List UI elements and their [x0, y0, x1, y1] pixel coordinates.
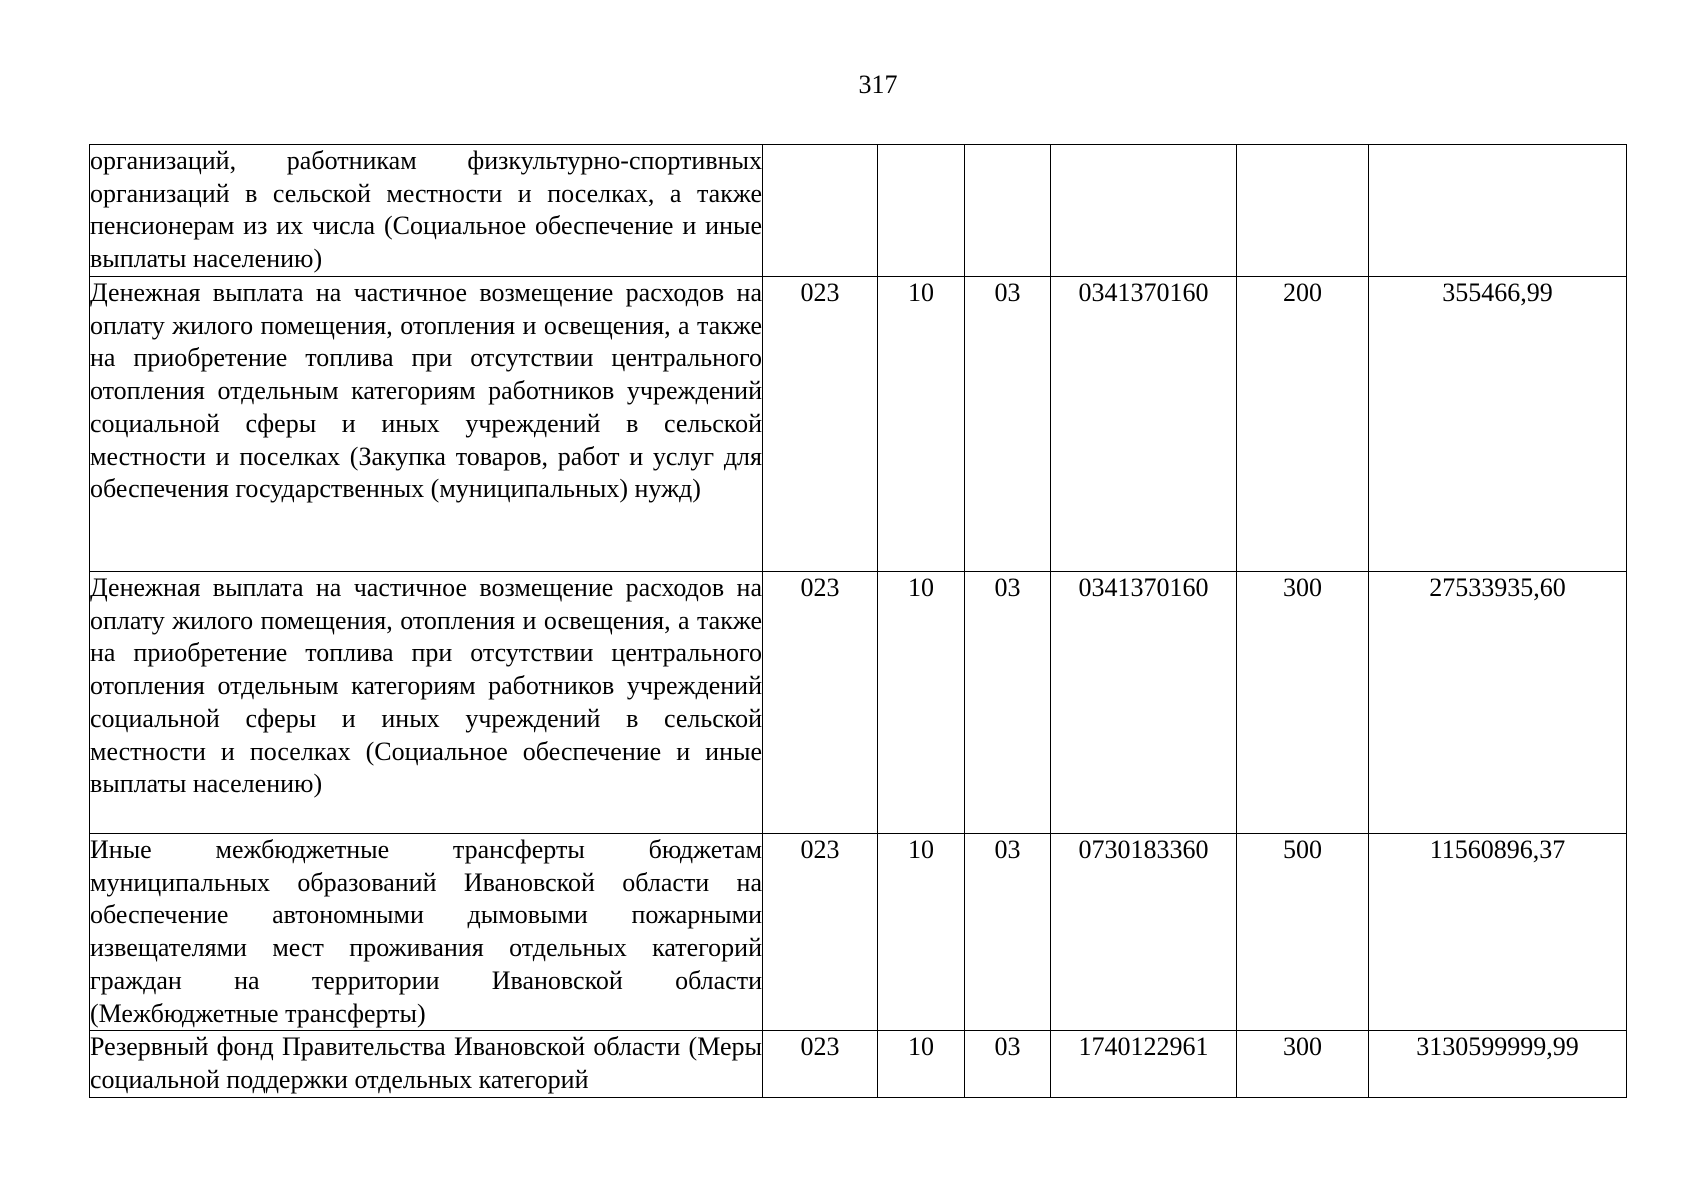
table-row — [90, 1031, 1627, 1097]
ministry-code-cell: 023 — [763, 572, 878, 834]
amount-cell — [1369, 145, 1627, 277]
table-row — [90, 572, 1627, 834]
expense-type-cell: 300 — [1237, 572, 1369, 834]
subsection-code-cell: 03 — [965, 277, 1051, 572]
ministry-code-cell: 023 — [763, 277, 878, 572]
ministry-code-cell — [763, 145, 878, 277]
description-cell: Денежная выплата на частичное возмещение расходов на оплату жилого помещения, отопления и освещения, а также на приобретение топлива при отсутствии центрального отопления отдельным категориям работников учреждений социальной сферы и иных учреждений в сельской местности и поселках (Закупка товаров, работ и услуг для обеспечения государственных (муниципальных) нужд) — [90, 277, 763, 572]
target-article-cell: 0341370160 — [1051, 277, 1237, 572]
expense-type-cell: 200 — [1237, 277, 1369, 572]
target-article-cell: 1740122961 — [1051, 1031, 1237, 1097]
description-cell: организаций, работникам физкультурно-спортивных организаций в сельской местности и поселках, а также пенсионерам из их числа (Социальное обеспечение и иные выплаты населению) — [90, 145, 763, 277]
subsection-code-cell: 03 — [965, 834, 1051, 1031]
expense-type-cell: 300 — [1237, 1031, 1369, 1097]
section-code-cell: 10 — [878, 834, 965, 1031]
table-row — [90, 145, 1627, 277]
subsection-code-cell: 03 — [965, 1031, 1051, 1097]
description-cell: Денежная выплата на частичное возмещение расходов на оплату жилого помещения, отопления и освещения, а также на приобретение топлива при отсутствии центрального отопления отдельным категориям работников учреждений социальной сферы и иных учреждений в сельской местности и поселках (Социальное обеспечение и иные выплаты населению) — [90, 572, 763, 834]
budget-table — [89, 144, 1627, 1098]
table-row — [90, 277, 1627, 572]
table-row — [90, 834, 1627, 1031]
section-code-cell: 10 — [878, 1031, 965, 1097]
expense-type-cell: 500 — [1237, 834, 1369, 1031]
target-article-cell: 0730183360 — [1051, 834, 1237, 1031]
section-code-cell: 10 — [878, 277, 965, 572]
amount-cell: 11560896,37 — [1369, 834, 1627, 1031]
target-article-cell — [1051, 145, 1237, 277]
description-cell: Резервный фонд Правительства Ивановской области (Меры социальной поддержки отдельных категорий — [90, 1031, 763, 1097]
page-number: 317 — [858, 70, 898, 99]
amount-cell: 27533935,60 — [1369, 572, 1627, 834]
ministry-code-cell: 023 — [763, 1031, 878, 1097]
description-cell: Иные межбюджетные трансферты бюджетам муниципальных образований Ивановской области на обеспечение автономными дымовыми пожарными извещателями мест проживания отдельных категорий граждан на территории Ивановской области (Межбюджетные трансферты) — [90, 834, 763, 1031]
subsection-code-cell — [965, 145, 1051, 277]
expense-type-cell — [1237, 145, 1369, 277]
target-article-cell: 0341370160 — [1051, 572, 1237, 834]
amount-cell: 355466,99 — [1369, 277, 1627, 572]
section-code-cell: 10 — [878, 572, 965, 834]
subsection-code-cell: 03 — [965, 572, 1051, 834]
section-code-cell — [878, 145, 965, 277]
amount-cell: 3130599999,99 — [1369, 1031, 1627, 1097]
ministry-code-cell: 023 — [763, 834, 878, 1031]
